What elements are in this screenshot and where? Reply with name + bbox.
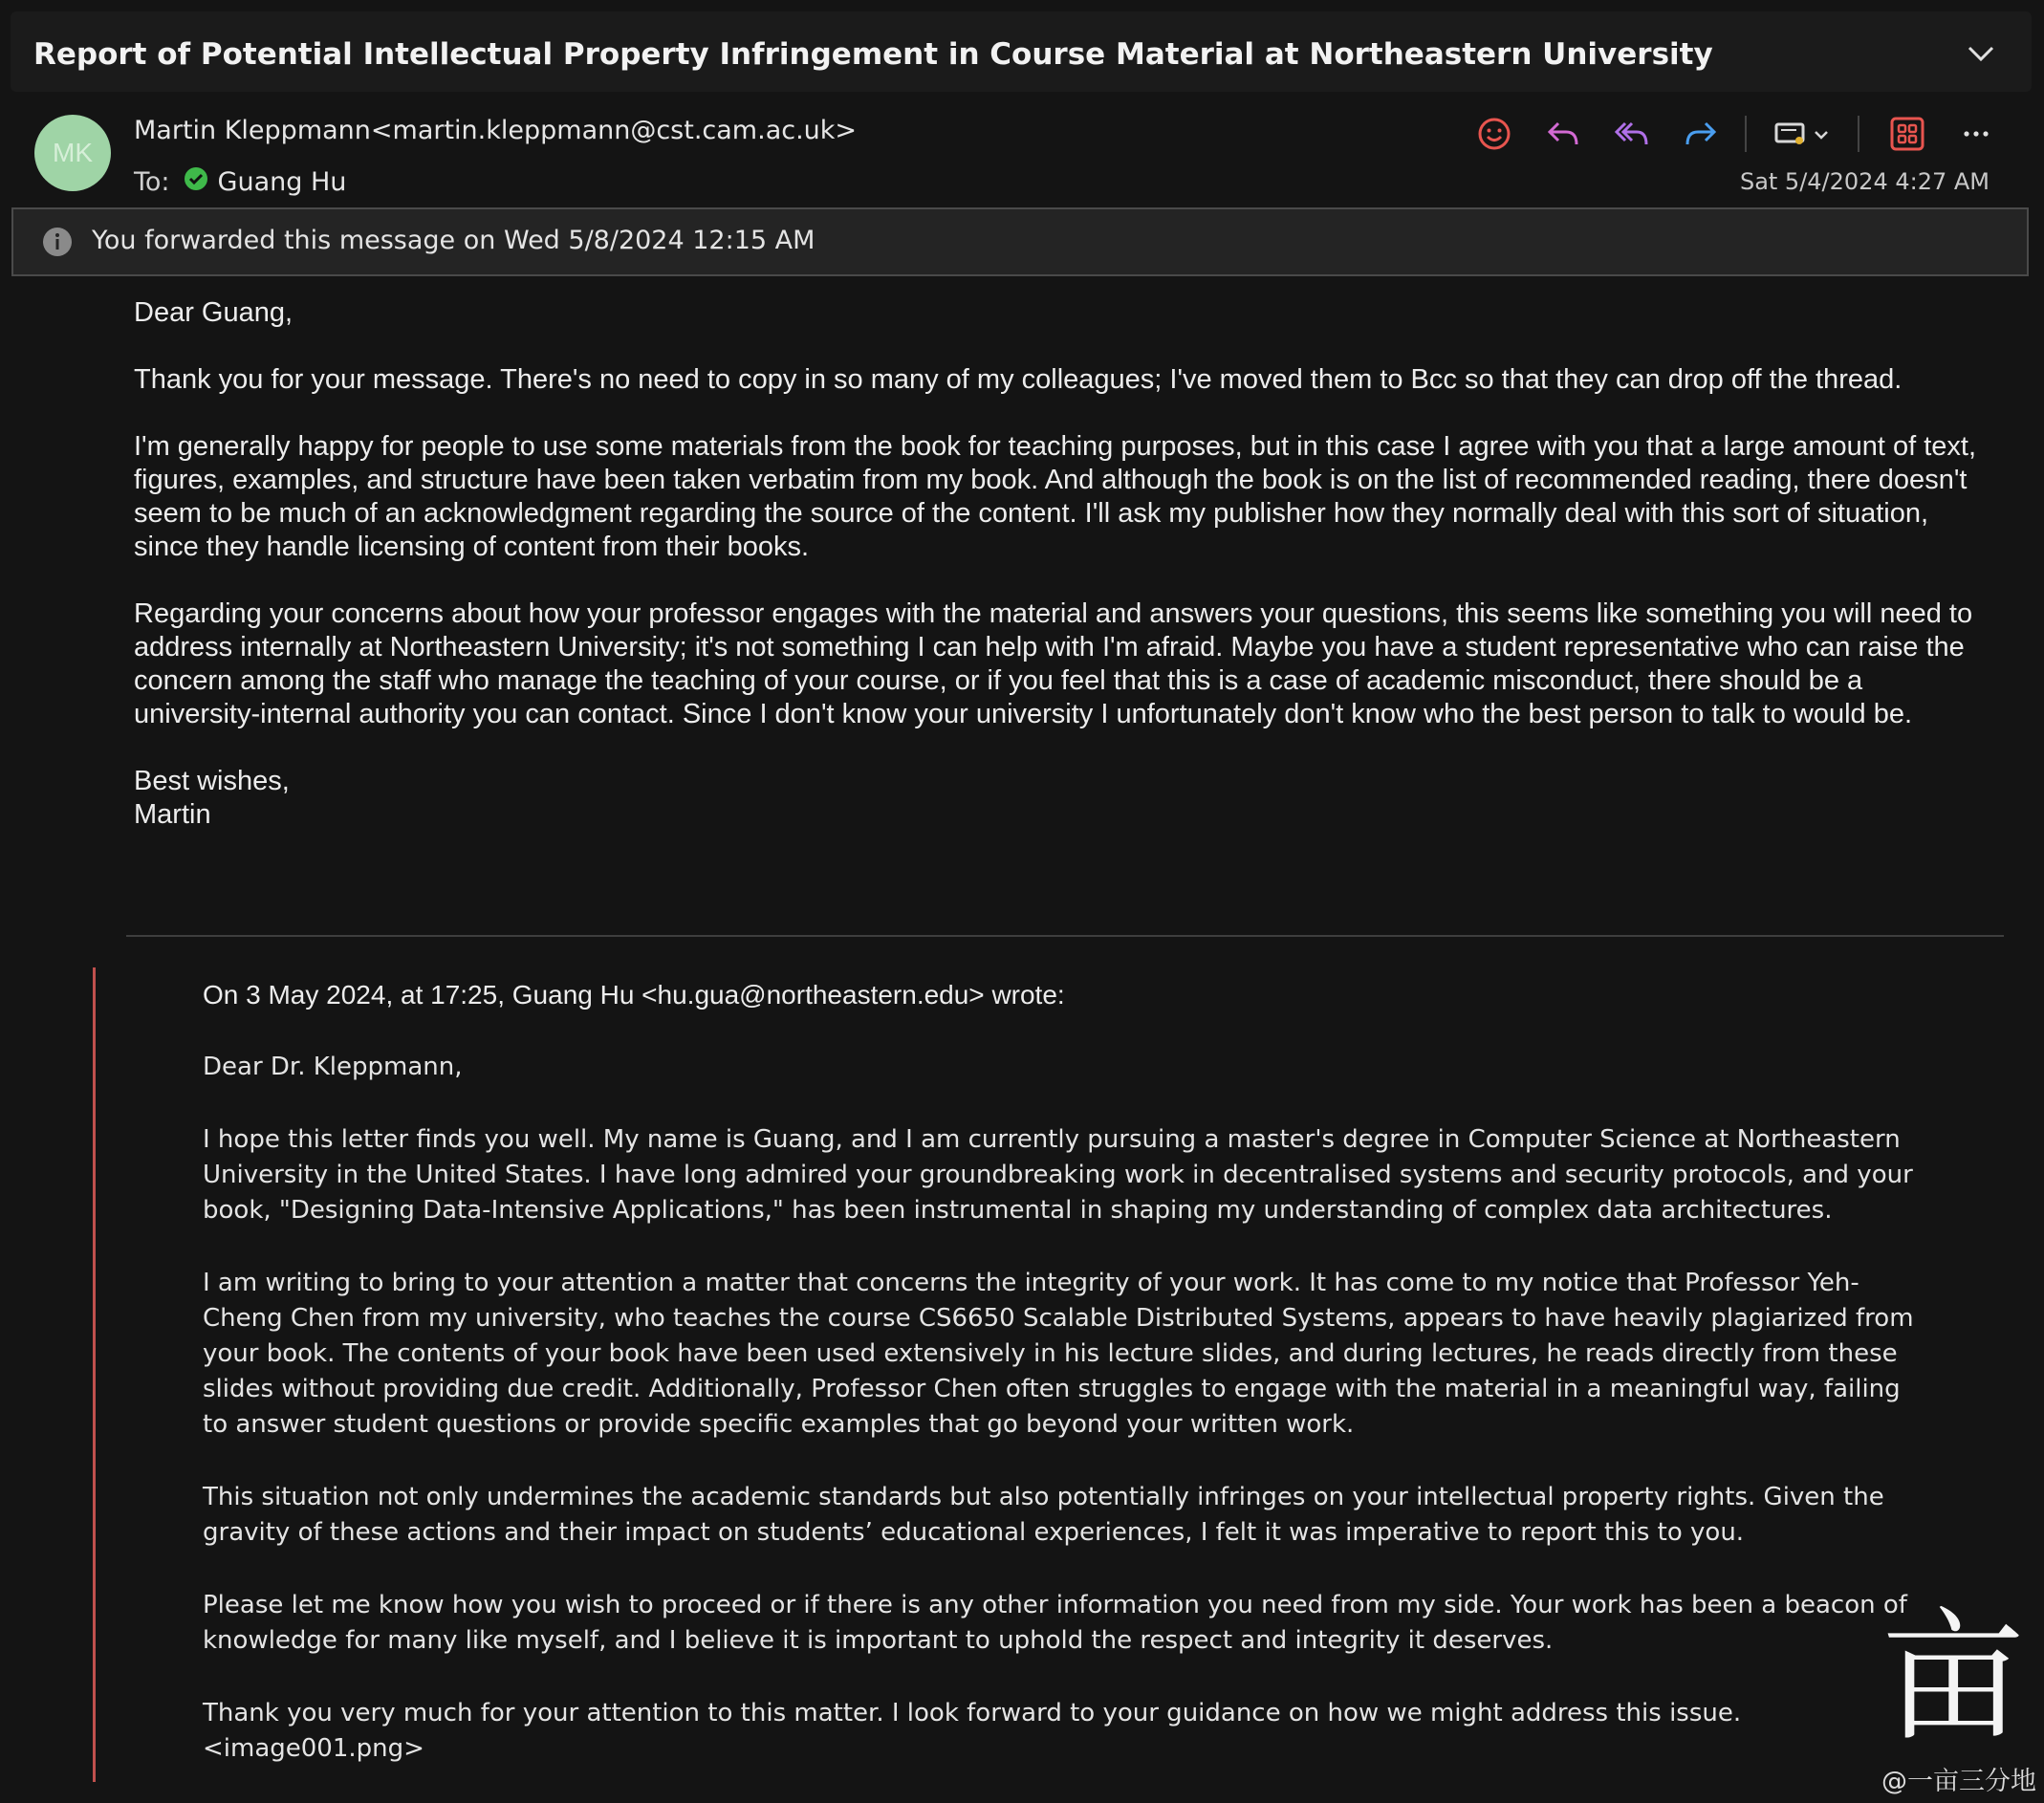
watermark [1864,1595,2036,1797]
quoted-message [203,1050,1924,1767]
watermark-logo: 亩 [1881,1595,2025,1761]
info-icon [42,227,73,257]
subject-bar [11,11,2032,92]
more-icon[interactable] [1955,113,1997,155]
subject-title: Report of Potential Intellectual Property Infringement in Course Material at Northeastern University [33,37,1713,72]
reply-closing: Best wishes, [134,766,290,796]
immersive-reader-icon[interactable] [1773,113,1835,155]
reply-paragraph: Dear Guang, [134,297,294,328]
forward-icon[interactable] [1680,113,1722,155]
message-date: Sat 5/4/2024 4:27 AM [1739,168,1990,195]
quote-bar [93,967,96,1782]
action-toolbar [1446,113,1997,155]
quote-paragraph: Please let me know how you wish to proceed or if there is any other information you need from my side. Your work has been a beacon of knowledge for many like myself, and I believe it is important to uphold the respect and integrity it deserves. [203,1591,1907,1655]
attachment-placeholder[interactable]: <image001.png> [203,1734,424,1763]
chevron-down-icon[interactable] [1965,40,1997,67]
watermark-handle: @一亩三分地 [1881,1767,2036,1796]
recipient-name[interactable]: Guang Hu [217,167,347,197]
quote-paragraph: Thank you very much for your attention to this matter. I look forward to your guidance on how we might address this issue. [203,1699,1742,1727]
toolbar-separator [1858,116,1859,152]
quote-paragraph: This situation not only undermines the academic standards but also potentially infringes on your intellectual property rights. Given the gravity of these actions and their impact on students’ educational experiences, I felt it was imperative to report this to you. [203,1483,1884,1547]
reply-paragraph: Regarding your concerns about how your professor engages with the material and answers your questions, this seems like something you will need to address internally at Northeastern University; it's not something I can help with I'm afraid. Maybe you have a student representative who can raise the concern among the staff who manage the teaching of your course, or if you feel that this is a case of academic misconduct, there should be a university-internal authority you can contact. Since I don't know your university I unfortunately don't know who the best person to talk to would be. [134,598,1973,729]
quote-header: On 3 May 2024, at 17:25, Guang Hu <hu.gua@northeastern.edu> wrote: [203,980,1065,1010]
reply-signature: Martin [134,799,211,830]
forwarded-info-text: You forwarded this message on Wed 5/8/2024 12:15 AM [92,226,815,255]
reply-all-icon[interactable] [1611,113,1653,155]
reply-icon[interactable] [1542,113,1584,155]
quote-paragraph: I hope this letter finds you well. My name is Guang, and I am currently pursuing a master's degree in Computer Science at Northeastern University in the United States. I have long admired your groundbreaking work in decentralised systems and security protocols, and your book, "Designing Data-Intensive Applications," has been instrumental in shaping my understanding of complex data architectures. [203,1125,1913,1225]
quote-paragraph: I am writing to bring to your attention a matter that concerns the integrity of your work. It has come to my notice that Professor Yeh-Cheng Chen from my university, who teaches the course CS6650 Scalable Distributed Systems, appears to have heavily plagiarized from your book. The contents of your book have been used extensively in his lecture slides, and during lectures, he reads directly from these slides without providing due credit. Additionally, Professor Chen often struggles to engage with the material in a meaningful way, failing to answer student questions or provide specific examples that go beyond your written work. [203,1269,1914,1439]
to-label: To: [134,167,170,197]
forwarded-info-bar [11,207,2029,276]
quote-divider [126,935,2004,937]
sender[interactable]: Martin Kleppmann<martin.kleppmann@cst.cam.ac.uk> [134,116,858,145]
reply-body [134,296,1989,832]
avatar[interactable]: MK [34,115,111,191]
reply-paragraph: I'm generally happy for people to use some materials from the book for teaching purposes, but in this case I agree with you that a large amount of text, figures, examples, and structure have been taken verbatim from my book. And although the book is on the list of recommended reading, there doesn't seem to be much of an acknowledgment regarding the source of the content. I'll ask my publisher how they normally deal with this sort of situation, since they handle licensing of content from their books. [134,431,1977,562]
recipient-row [134,166,346,198]
smiley-icon[interactable] [1473,113,1515,155]
apps-icon[interactable] [1886,113,1928,155]
message-header [11,113,2032,208]
quote-paragraph: Dear Dr. Kleppmann, [203,1053,463,1081]
verified-check-icon [184,166,218,198]
reply-paragraph: Thank you for your message. There's no need to copy in so many of my colleagues; I've moved them to Bcc so that they can drop off the thread. [134,364,1903,395]
toolbar-separator [1745,116,1747,152]
